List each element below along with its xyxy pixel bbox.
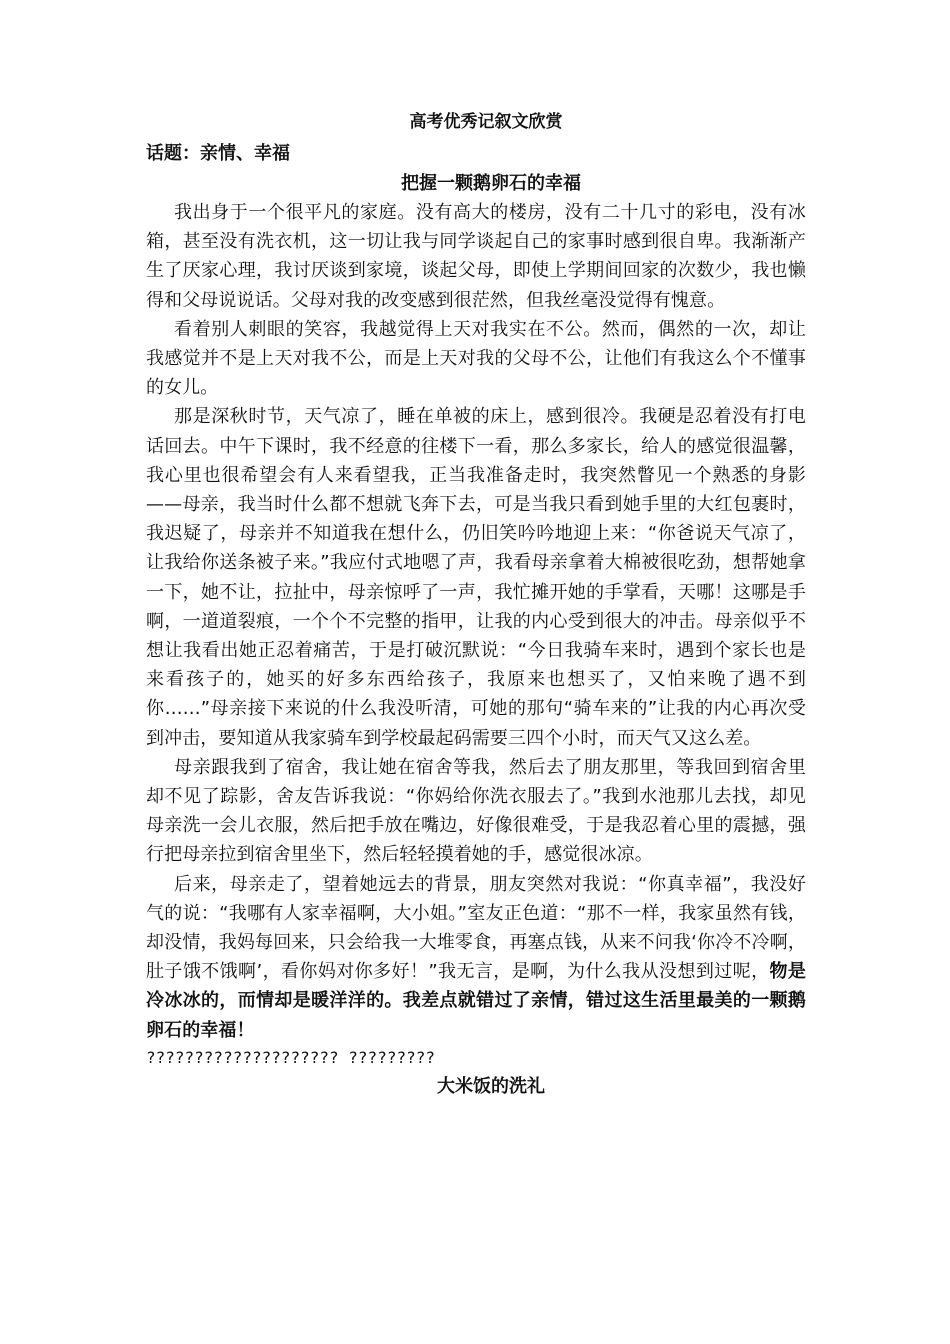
paragraph-5 [146,870,806,1045]
paragraph-5-text: 后来，母亲走了，望着她远去的背景，朋友突然对我说：“你真幸福”，我没好气的说：“我哪有人家幸福啊，大小姐。”室友正色道：“那不一样，我家虽然有钱，却没情，我妈每回来，只会给我一大堆零食，再塞点钱，从来不问我‘你冷不冷啊，肚子饿不饿啊’，看你妈对你多好！”我无言，是啊，为什么我从没想到过呢， [146,873,806,983]
topic-line: 话题：亲情、幸福 [146,143,290,164]
paragraph-2: 看着别人刺眼的笑容，我越觉得上天对我实在不公。然而，偶然的一次，却让我感觉并不是上天对我不公，而是上天对我的父母不公，让他们有我这么个不懂事的女儿。 [146,318,806,399]
paragraph-5-emphasis: 物是冷冰冰的，而情却是暖洋洋的。我差点就错过了亲情，错过这生活里最美的一颗鹅卵石的幸福！ [146,961,806,1041]
paragraph-3: 那是深秋时节，天气凉了，睡在单被的床上，感到很冷。我硬是忍着没有打电话回去。中午下课时，我不经意的往楼下一看，那么多家长，给人的感觉很温馨，我心里也很希望会有人来看望我，正当我准备走时，我突然瞥见一个熟悉的身影——母亲，我当时什么都不想就飞奔下去，可是当我只看到她手里的大红包裹时，我迟疑了，母亲并不知道我在想什么，仍旧笑吟吟地迎上来：“你爸说天气凉了，让我给你送条被子来。”我应付式地嗯了声，我看母亲拿着大棉被很吃劲，想帮她拿一下，她不让，拉扯中，母亲惊呼了一声，我忙摊开她的手掌看，天哪！这哪是手啊，一道道裂痕，一个个不完整的指甲，让我的内心受到很大的冲击。母亲似乎不想让我看出她正忍着痛苦，于是打破沉默说：“今日我骑车来时，遇到个家长也是来看孩子的，她买的好多东西给孩子，我原来也想买了，又怕来晚了遇不到你……”母亲接下来说的什么我没听清，可她的那句“骑车来的”让我的内心再次受到冲击，要知道从我家骑车到学校最起码需要三四个小时，而天气又这么差。 [146,406,806,749]
paragraph-4: 母亲跟我到了宿舍，我让她在宿舍等我，然后去了朋友那里，等我回到宿舍里却不见了踪影，舍友告诉我说：“你妈给你洗衣服去了。”我到水池那儿去找，却见母亲洗一会儿衣服，然后把手放在嘴边，好像很难受，于是我忍着心里的震撼，强行把母亲拉到宿舍里坐下，然后轻轻摸着她的手，感觉很冰凉。 [146,756,806,866]
second-essay-title: 大米饭的洗礼 [437,1075,545,1097]
document-header: 高考优秀记叙文欣赏 [409,112,563,132]
garbled-text-line: ???????????????????? ????????? [146,1047,435,1067]
paragraph-1: 我出身于一个很平凡的家庭。没有高大的楼房，没有二十几寸的彩电，没有冰箱，甚至没有洗衣机，这一切让我与同学谈起自己的家事时感到很自卑。我渐渐产生了厌家心理，我讨厌谈到家境，谈起父母，即使上学期间回家的次数少，我也懒得和父母说说话。父母对我的改变感到很茫然，但我丝毫没觉得有愧意。 [146,202,806,311]
document-page [146,112,806,1099]
essay-title: 把握一颗鹅卵石的幸福 [401,173,581,194]
